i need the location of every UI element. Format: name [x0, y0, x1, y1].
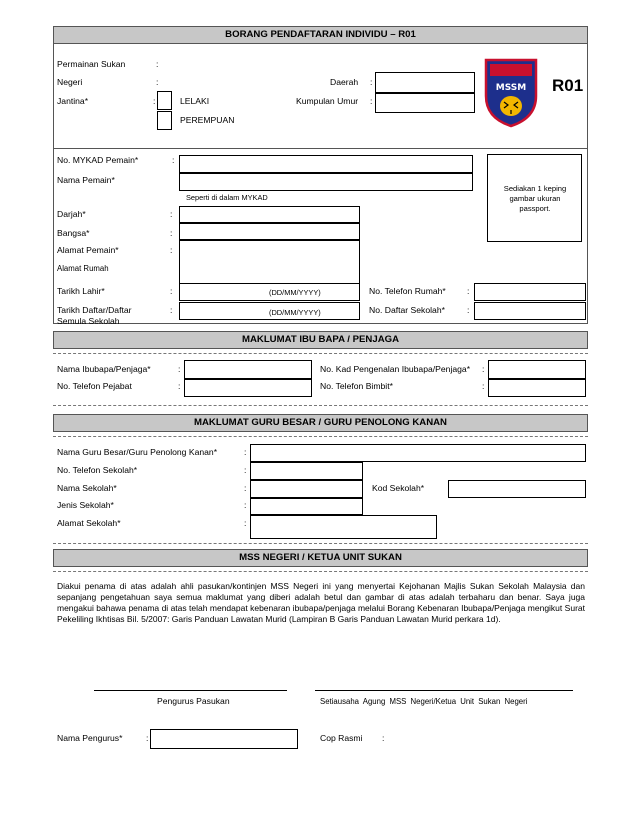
- checkbox-lelaki[interactable]: [157, 91, 172, 110]
- colon: :: [244, 500, 247, 510]
- daftar-sekolah-field[interactable]: [474, 302, 586, 320]
- label-nama-pemain: Nama Pemain*: [57, 175, 115, 185]
- colon: :: [170, 305, 173, 315]
- label-darjah: Darjah*: [57, 209, 86, 219]
- colon: :: [170, 286, 173, 296]
- label-alamat-rumah: Alamat Rumah: [57, 264, 109, 273]
- tel-bimbit-field[interactable]: [488, 379, 586, 397]
- label-kp-ibubapa: No. Kad Pengenalan Ibubapa/Penjaga*: [320, 364, 471, 374]
- label-tel-bimbit: No. Telefon Bimbit*: [320, 381, 393, 391]
- label-nama-pengurus: Nama Pengurus*: [57, 733, 123, 743]
- label-alamat-pemain: Alamat Pemain*: [57, 245, 119, 255]
- mss-header: MSS NEGERI / KETUA UNIT SUKAN: [239, 552, 402, 563]
- nama-pengurus-field[interactable]: [150, 729, 298, 749]
- label-alamat-sekolah: Alamat Sekolah*: [57, 518, 121, 528]
- colon: :: [153, 96, 156, 106]
- parent-section-divider: [53, 353, 588, 354]
- colon: :: [370, 77, 373, 87]
- colon: :: [156, 59, 159, 69]
- label-cop-rasmi: Cop Rasmi: [320, 733, 363, 743]
- mss-section-divider: [53, 571, 588, 572]
- label-bangsa: Bangsa*: [57, 228, 90, 238]
- colon: :: [178, 381, 181, 391]
- colon: :: [467, 305, 470, 315]
- kp-ibubapa-field[interactable]: [488, 360, 586, 379]
- kod-sekolah-field[interactable]: [448, 480, 586, 498]
- tel-pejabat-field[interactable]: [184, 379, 312, 397]
- svg-text:MSSM: MSSM: [495, 83, 527, 93]
- form-title-bar: [53, 26, 588, 44]
- mykad-field[interactable]: [179, 155, 473, 173]
- colon: :: [370, 96, 373, 106]
- colon: :: [244, 465, 247, 475]
- declaration-text: Diakui penama di atas adalah ahli pasukan/kontinjen MSS Negeri ini yang menyertai Kejohanan Majlis Sukan Sekolah Malaysia dan sepanjang pengetahuan saya semua maklumat yang diberi adalah betul dan gambar di atas adalah terbaharu dan benar. Saya juga mengakui bahawa penama di atas telah mendapat kebenaran ibubapa/penjaga melalui Borang Kebenaran Ibubapa/Penjaga mengikut Surat Pekeliling Ikhtisas Bil. 5/2007: Garis Panduan Lawatan Murid (Lampiran B Garis Panduan Lawatan Murid perkara 1d).: [57, 581, 585, 624]
- nama-sekolah-field[interactable]: [250, 480, 363, 498]
- nama-pemain-field[interactable]: [179, 173, 473, 191]
- parent-header: MAKLUMAT IBU BAPA / PENJAGA: [241, 334, 400, 345]
- form-code: R01: [552, 76, 584, 95]
- label-nama-guru: Nama Guru Besar/Guru Penolong Kanan*: [57, 447, 218, 457]
- label-tel-pejabat: No. Telefon Pejabat: [57, 381, 132, 391]
- colon: :: [146, 733, 149, 743]
- signature-line-pengurus: [94, 690, 287, 691]
- daerah-field[interactable]: [375, 72, 475, 93]
- label-kod-sekolah: Kod Sekolah*: [372, 483, 425, 493]
- teacher-section-divider: [53, 436, 588, 437]
- date-format-lahir: (DD/MM/YYYY): [269, 288, 321, 297]
- colon: :: [244, 518, 247, 528]
- jenis-sekolah-field[interactable]: [250, 498, 363, 515]
- darjah-field[interactable]: [179, 206, 360, 223]
- teacher-section-bottom: [53, 543, 588, 544]
- colon: :: [244, 447, 247, 457]
- parent-header-bar: [53, 331, 588, 349]
- label-tarikh-daftar: Tarikh Daftar/Daftar Semula Sekolah: [57, 305, 132, 326]
- colon: :: [170, 245, 173, 255]
- teacher-header: MAKLUMAT GURU BESAR / GURU PENOLONG KANAN: [194, 417, 447, 428]
- label-perempuan: PEREMPUAN: [180, 115, 235, 125]
- label-pengurus-pasukan: Pengurus Pasukan: [157, 696, 230, 706]
- checkbox-perempuan[interactable]: [157, 111, 172, 130]
- label-nama-ibubapa: Nama Ibubapa/Penjaga*: [57, 364, 151, 374]
- label-mykad: No. MYKAD Pemain*: [57, 155, 139, 165]
- photo-note: Sediakan 1 keping gambar ukuran passport.: [503, 184, 567, 213]
- mssm-logo: [482, 56, 540, 128]
- colon: :: [172, 155, 175, 165]
- label-lelaki: LELAKI: [180, 96, 210, 106]
- colon: :: [482, 364, 485, 374]
- label-daerah: Daerah: [330, 77, 359, 87]
- colon: :: [467, 286, 470, 296]
- colon: :: [178, 364, 181, 374]
- colon: :: [170, 209, 173, 219]
- label-jenis-sekolah: Jenis Sekolah*: [57, 500, 114, 510]
- teacher-header-bar: [53, 414, 588, 432]
- colon: :: [382, 733, 385, 743]
- label-tel-rumah: No. Telefon Rumah*: [369, 286, 446, 296]
- tel-sekolah-field[interactable]: [250, 462, 363, 480]
- label-kumpulan-umur: Kumpulan Umur: [296, 96, 359, 106]
- form-title: BORANG PENDAFTARAN INDIVIDU – R01: [225, 29, 416, 40]
- colon: :: [482, 381, 485, 391]
- colon: :: [170, 228, 173, 238]
- parent-section-bottom: [53, 405, 588, 406]
- nama-guru-field[interactable]: [250, 444, 586, 462]
- colon: :: [156, 77, 159, 87]
- kumpulan-umur-field[interactable]: [375, 93, 475, 113]
- label-daftar-sekolah: No. Daftar Sekolah*: [369, 305, 445, 315]
- mss-header-bar: [53, 549, 588, 567]
- nama-ibubapa-field[interactable]: [184, 360, 312, 379]
- label-jantina: Jantina*: [57, 96, 89, 106]
- label-nama-sekolah: Nama Sekolah*: [57, 483, 117, 493]
- bangsa-field[interactable]: [179, 223, 360, 240]
- colon: :: [244, 483, 247, 493]
- signature-line-setiausaha: [315, 690, 573, 691]
- label-negeri: Negeri: [57, 77, 83, 87]
- label-permainan-sukan: Permainan Sukan: [57, 59, 126, 69]
- nama-hint: Seperti di dalam MYKAD: [186, 193, 268, 202]
- alamat-pemain-field[interactable]: [179, 240, 360, 284]
- alamat-sekolah-field[interactable]: [250, 515, 437, 539]
- label-setiausaha: Setiausaha Agung MSS Negeri/Ketua Unit Sukan Negeri: [320, 697, 528, 706]
- date-format-daftar: (DD/MM/YYYY): [269, 308, 321, 317]
- label-tel-sekolah: No. Telefon Sekolah*: [57, 465, 138, 475]
- tel-rumah-field[interactable]: [474, 283, 586, 301]
- label-tarikh-lahir: Tarikh Lahir*: [57, 286, 105, 296]
